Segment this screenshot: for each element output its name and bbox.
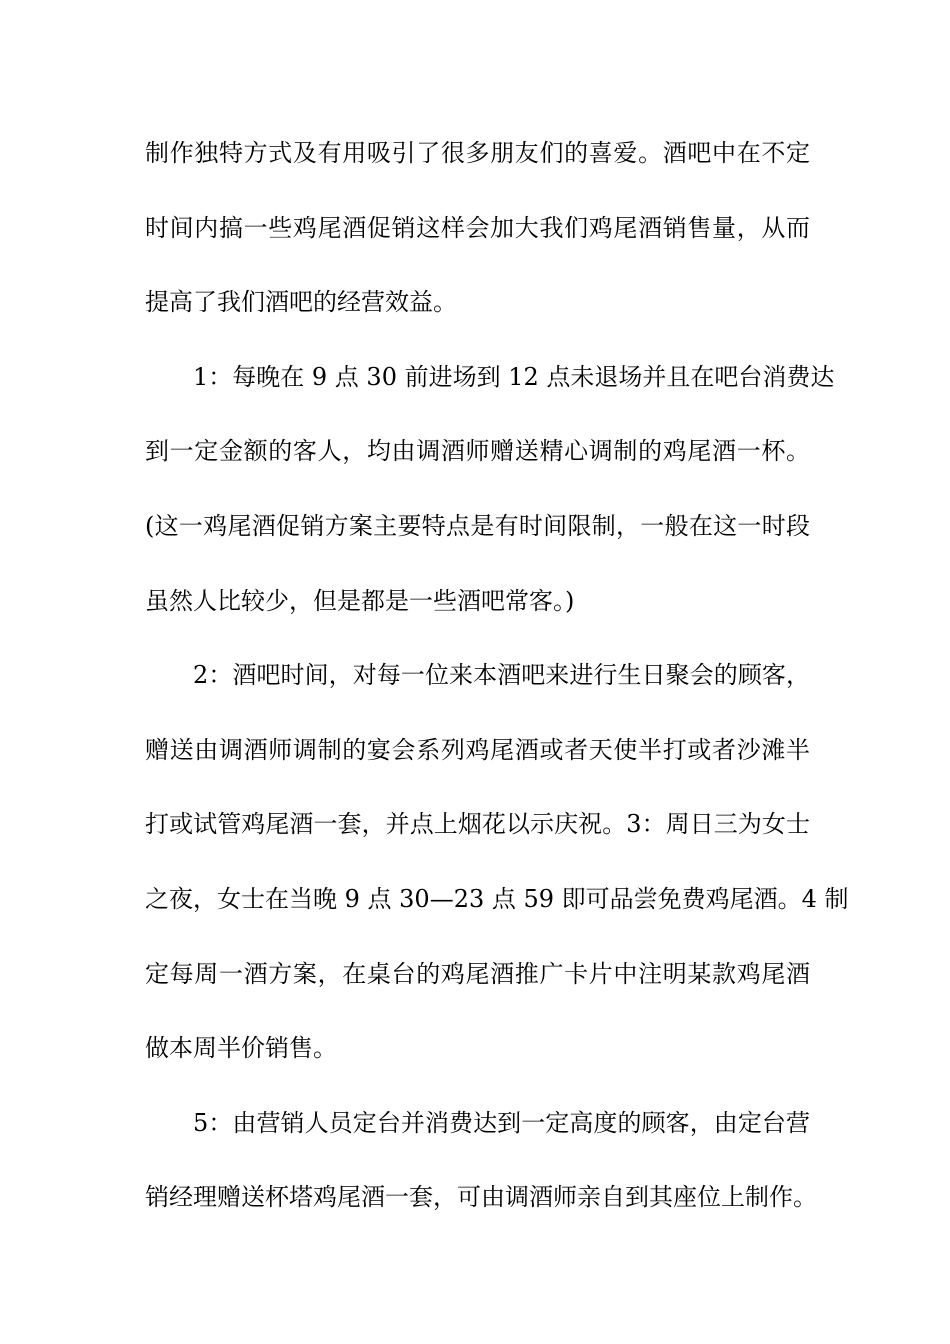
text-line: 提高了我们酒吧的经营效益。 [145, 288, 457, 317]
text-line: 赠送由调酒师调制的宴会系列鸡尾酒或者天使半打或者沙滩半 [145, 735, 810, 764]
text-line: 时间内搞一些鸡尾酒促销这样会加大我们鸡尾酒销售量，从而 [145, 213, 810, 242]
text-line: 销经理赠送杯塔鸡尾酒一套，可由调酒师亲自到其座位上制作。 [145, 1183, 817, 1212]
text-line: 到一定金额的客人，均由调酒师赠送精心调制的鸡尾酒一杯。 [145, 437, 810, 466]
text-line: 2：酒吧时间，对每一位来本酒吧来进行生日聚会的顾客， [193, 661, 810, 690]
text-line: (这一鸡尾酒促销方案主要特点是有时间限制，一般在这一时段 [145, 511, 810, 540]
text-line: 制作独特方式及有用吸引了很多朋友们的喜爱。酒吧中在不定 [145, 139, 810, 167]
text-line: 做本周半价销售。 [145, 1034, 337, 1063]
text-line: 5：由营销人员定台并消费达到一定高度的顾客，由定台营 [193, 1108, 810, 1137]
text-line: 之夜，女士在当晚 9 点 30—23 点 59 即可品尝免费鸡尾酒。4 制 [145, 884, 849, 913]
text-line: 虽然人比较少，但是都是一些酒吧常客。) [145, 586, 575, 615]
text-line: 打或试管鸡尾酒一套，并点上烟花以示庆祝。3：周日三为女士 [145, 810, 810, 839]
document-body [145, 128, 849, 1247]
text-line: 1：每晚在 9 点 30 前进场到 12 点未退场并且在吧台消费达 [193, 362, 835, 391]
text-line: 定每周一酒方案，在桌台的鸡尾酒推广卡片中注明某款鸡尾酒 [145, 959, 810, 988]
